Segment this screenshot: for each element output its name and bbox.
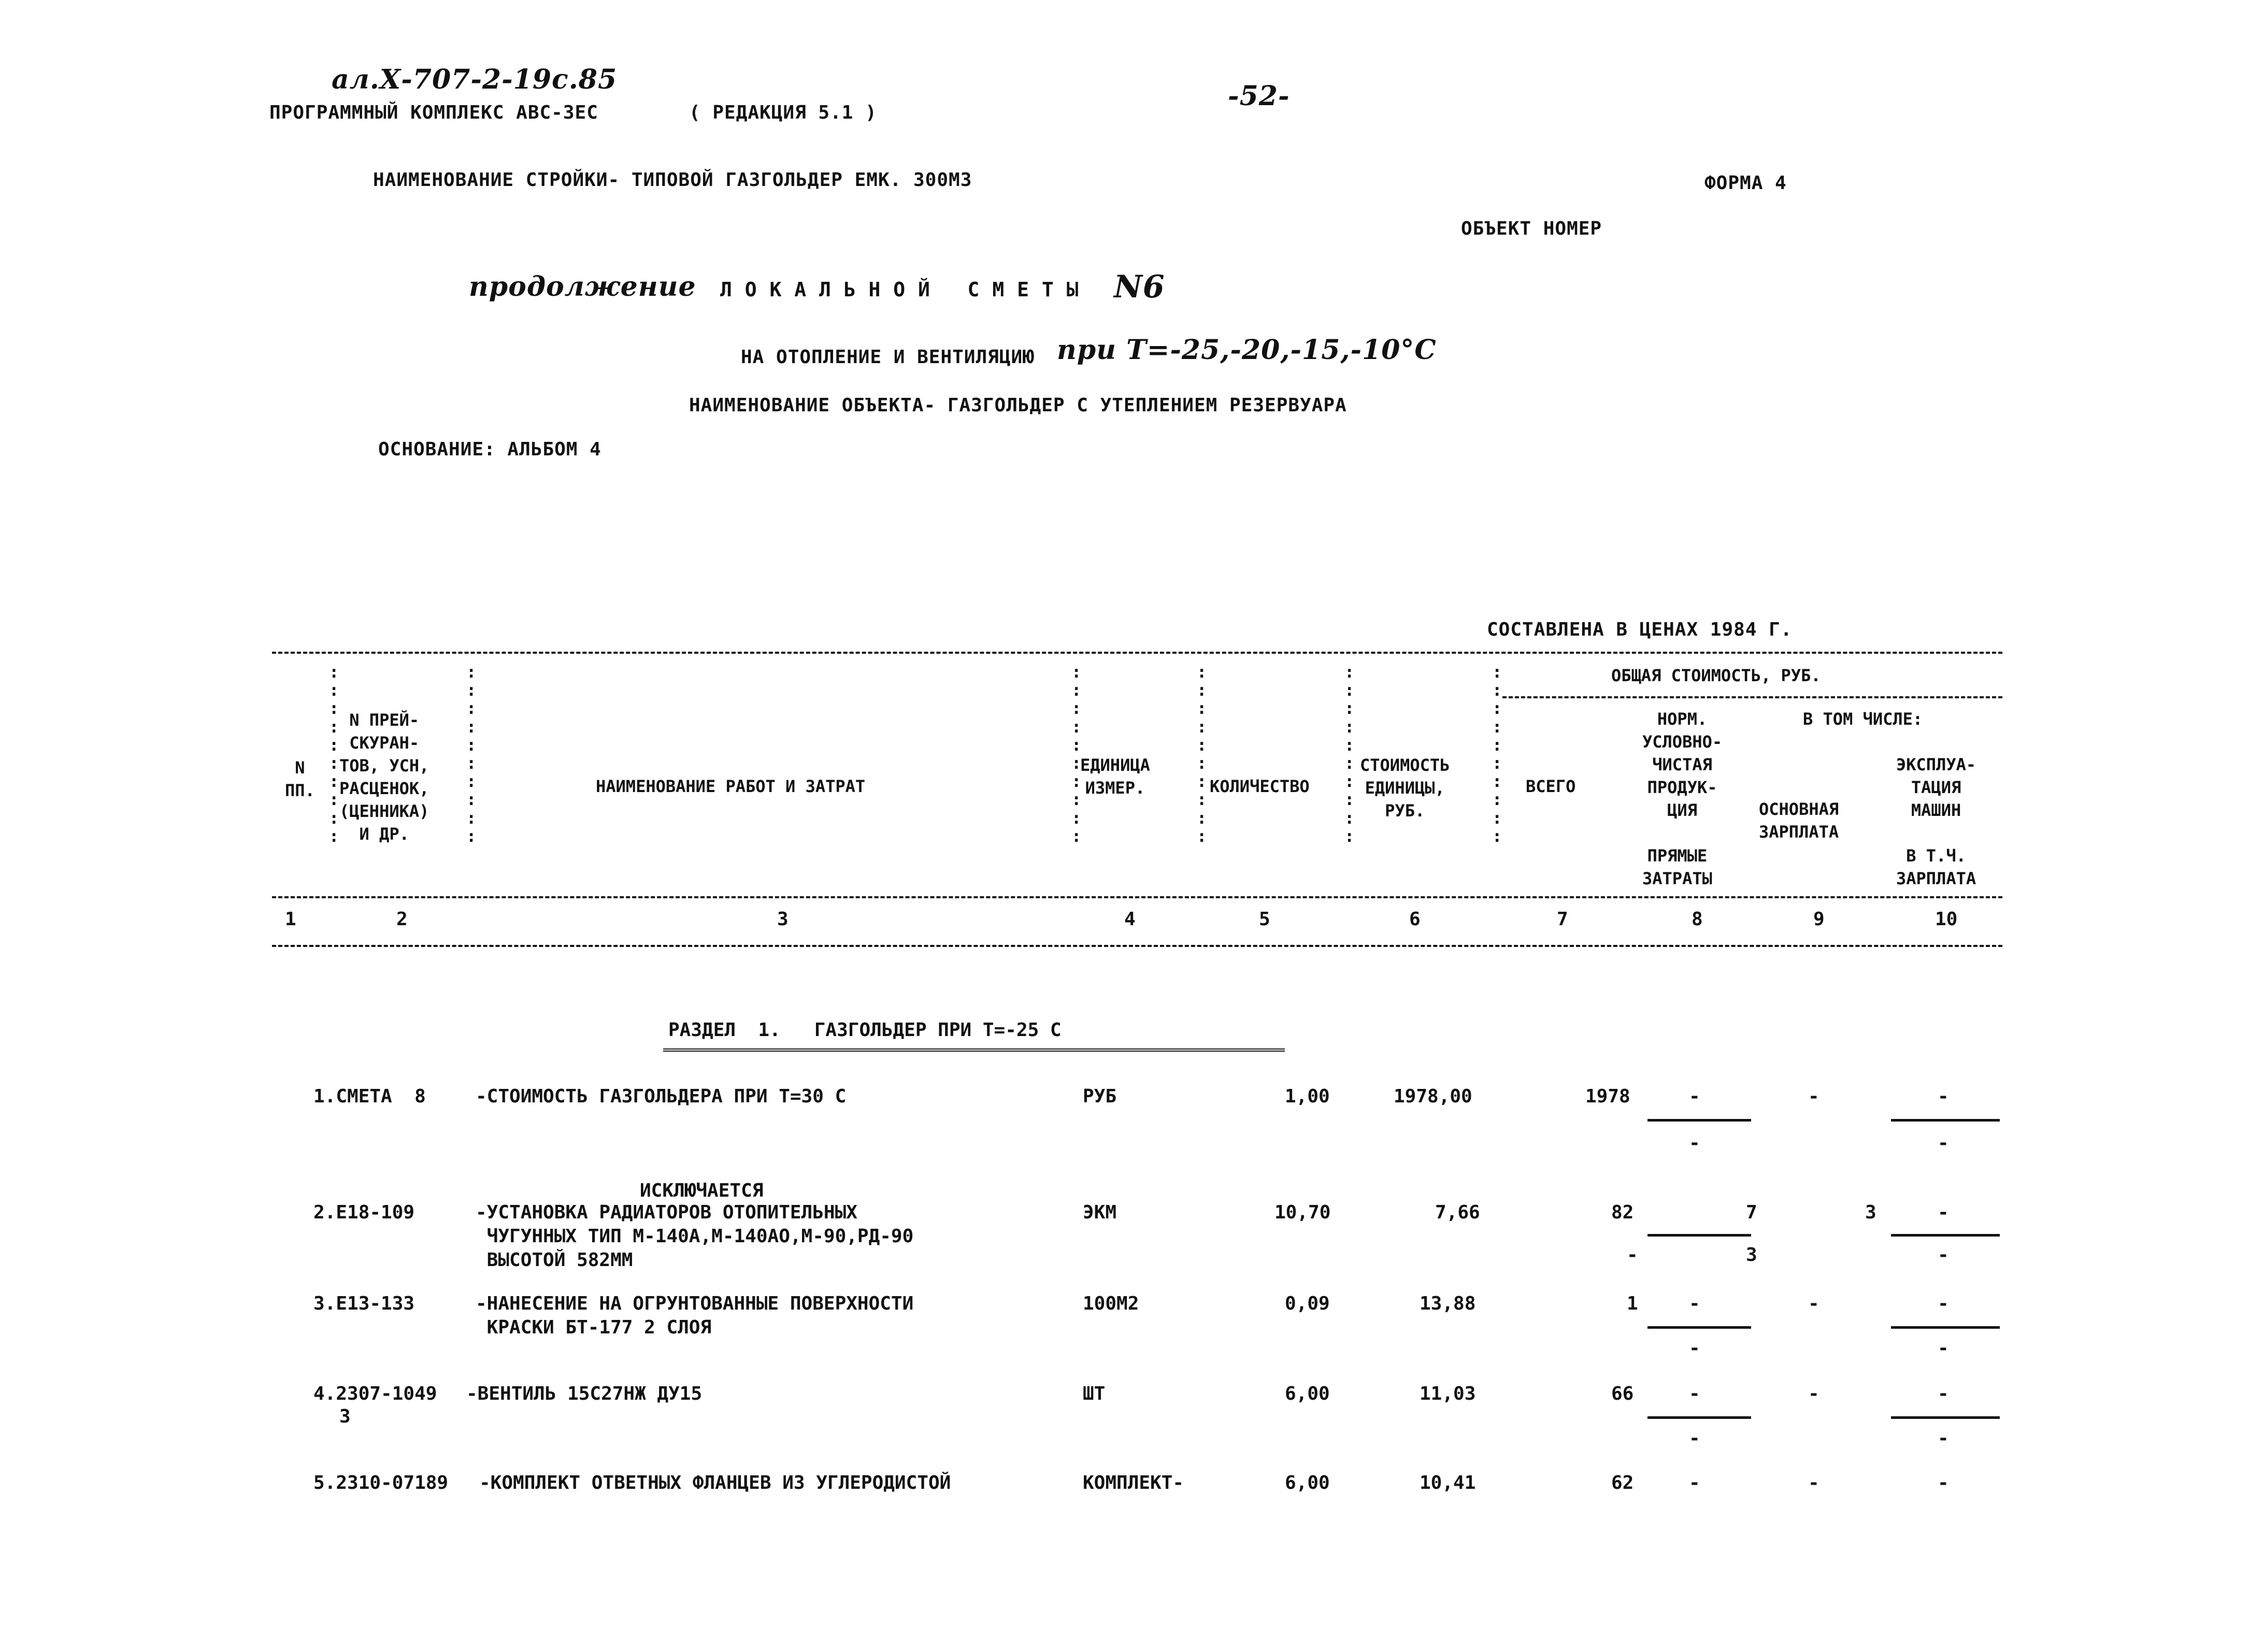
row1-c10: - bbox=[1938, 1086, 1949, 1107]
doc-reference: ал.Х-707-2-19с.85 bbox=[332, 64, 618, 95]
row4-c10-underline bbox=[1891, 1416, 2000, 1419]
row1-price: 1978,00 bbox=[1394, 1086, 1472, 1107]
row2-no: 2.Е18-109 bbox=[313, 1202, 415, 1223]
header-col7: ВСЕГО bbox=[1526, 777, 1576, 796]
row5-c9: - bbox=[1808, 1472, 1819, 1493]
object-number: ОБЪЕКТ НОМЕР bbox=[1461, 218, 1602, 239]
col-number: 4 bbox=[1124, 909, 1136, 930]
row2-note: ИСКЛЮЧАЕТСЯ bbox=[640, 1180, 764, 1201]
row3-c8-underline bbox=[1647, 1326, 1751, 1329]
row5-qty: 6,00 bbox=[1285, 1472, 1330, 1493]
total-group-rule bbox=[1502, 696, 2002, 698]
header-total-group: ОБЩАЯ СТОИМОСТЬ, РУБ. bbox=[1611, 666, 1821, 685]
row5-unit: КОМПЛЕКТ- bbox=[1083, 1472, 1184, 1493]
row2-c8: 7 bbox=[1746, 1202, 1757, 1223]
row4-no-cont: 3 bbox=[339, 1406, 351, 1427]
construction-name: НАИМЕНОВАНИЕ СТРОЙКИ- ТИПОВОЙ ГАЗГОЛЬДЕР ЕМК. 300М3 bbox=[373, 169, 972, 191]
col-numbers-bottom-rule bbox=[272, 945, 2002, 947]
row3-price: 13,88 bbox=[1420, 1293, 1476, 1314]
col-number: 10 bbox=[1935, 909, 1958, 930]
row3-c8b: - bbox=[1689, 1338, 1700, 1359]
row2-c10: - bbox=[1938, 1202, 1949, 1223]
row4-c10b: - bbox=[1938, 1428, 1949, 1449]
row2-c10-underline bbox=[1891, 1234, 2000, 1237]
row5-c8: - bbox=[1689, 1472, 1700, 1493]
row4-price: 11,03 bbox=[1420, 1383, 1476, 1404]
col-number: 9 bbox=[1813, 909, 1825, 930]
col-separator: : : : : : : : : : : bbox=[1197, 662, 1207, 846]
row4-c10: - bbox=[1938, 1383, 1949, 1404]
col-number: 7 bbox=[1557, 909, 1568, 930]
col-number: 5 bbox=[1259, 909, 1270, 930]
header-col6: СТОИМОСТЬ ЕДИНИЦЫ, РУБ. bbox=[1360, 755, 1450, 821]
row4-c8b: - bbox=[1689, 1428, 1700, 1449]
row3-name: -НАНЕСЕНИЕ НА ОГРУНТОВАННЫЕ ПОВЕРХНОСТИ КРАСКИ БТ-177 2 СЛОЯ bbox=[476, 1293, 914, 1338]
row1-qty: 1,00 bbox=[1285, 1086, 1330, 1107]
form-label: ФОРМА 4 bbox=[1704, 173, 1787, 194]
row4-c9: - bbox=[1808, 1383, 1819, 1404]
row5-no: 5.2310-07189 bbox=[313, 1472, 449, 1493]
header-col8b: ПРЯМЫЕ ЗАТРАТЫ bbox=[1642, 846, 1712, 888]
row2-total: 82 bbox=[1611, 1202, 1634, 1223]
col-number: 3 bbox=[777, 909, 789, 930]
row3-c10: - bbox=[1938, 1293, 1949, 1314]
row1-c10b: - bbox=[1938, 1132, 1949, 1154]
row4-name: -ВЕНТИЛЬ 15С27НЖ ДУ15 bbox=[466, 1383, 703, 1404]
header-including: В ТОМ ЧИСЛЕ: bbox=[1803, 709, 1923, 729]
object-name: НАИМЕНОВАНИЕ ОБЪЕКТА- ГАЗГОЛЬДЕР С УТЕПЛЕНИЕМ РЕЗЕРВУАРА bbox=[689, 395, 1347, 416]
header-col9: ОСНОВНАЯ ЗАРПЛАТА bbox=[1759, 799, 1839, 842]
col-separator: : : : : : : : : : : bbox=[1344, 662, 1355, 846]
col-number: 2 bbox=[396, 909, 408, 930]
col-number: 6 bbox=[1409, 909, 1421, 930]
purpose-handwritten: при T=-25,-20,-15,-10°C bbox=[1057, 334, 1437, 366]
row3-c9: - bbox=[1808, 1293, 1819, 1314]
header-col10: ЭКСПЛУА- ТАЦИЯ МАШИН bbox=[1896, 755, 1976, 820]
row2-c10b: - bbox=[1938, 1244, 1949, 1266]
row2-c8dash: - bbox=[1627, 1244, 1638, 1266]
row1-c8-underline bbox=[1647, 1119, 1751, 1122]
header-col8: НОРМ. УСЛОВНО- ЧИСТАЯ ПРОДУК- ЦИЯ bbox=[1642, 709, 1723, 820]
row4-no: 4.2307-1049 bbox=[313, 1383, 437, 1404]
row3-c10b: - bbox=[1938, 1338, 1949, 1359]
header-col2: N ПРЕЙ- СКУРАН- ТОВ, УСН, РАСЦЕНОК, (ЦЕННИКА) И ДР. bbox=[339, 710, 429, 844]
row3-c8: - bbox=[1689, 1293, 1700, 1314]
row1-c9: - bbox=[1808, 1086, 1819, 1107]
row3-qty: 0,09 bbox=[1285, 1293, 1330, 1314]
edition: ( РЕДАКЦИЯ 5.1 ) bbox=[689, 102, 877, 123]
row2-unit: ЭКМ bbox=[1083, 1202, 1117, 1223]
row2-c9: 3 bbox=[1865, 1202, 1876, 1223]
row2-qty: 10,70 bbox=[1274, 1202, 1331, 1223]
row5-price: 10,41 bbox=[1420, 1472, 1476, 1493]
row5-total: 62 bbox=[1611, 1472, 1634, 1493]
col-number: 1 bbox=[285, 909, 296, 930]
row3-total: 1 bbox=[1627, 1293, 1638, 1314]
row1-c10-underline bbox=[1891, 1119, 2000, 1122]
row4-qty: 6,00 bbox=[1285, 1383, 1330, 1404]
estimate-number: N6 bbox=[1114, 269, 1165, 305]
continuation-label: продолжение bbox=[469, 271, 696, 303]
col-separator: : : : : : : : : : : bbox=[329, 662, 339, 846]
basis: ОСНОВАНИЕ: АЛЬБОМ 4 bbox=[378, 439, 601, 460]
row3-unit: 100М2 bbox=[1083, 1293, 1139, 1314]
row1-unit: РУБ bbox=[1083, 1086, 1117, 1107]
page-number: -52- bbox=[1228, 80, 1290, 112]
header-bottom-rule bbox=[272, 896, 2002, 898]
col-number: 8 bbox=[1692, 909, 1703, 930]
row4-c8-underline bbox=[1647, 1416, 1751, 1419]
col-separator: : : : : : : : : : : bbox=[466, 662, 477, 846]
section-title: РАЗДЕЛ 1. ГАЗГОЛЬДЕР ПРИ Т=-25 С bbox=[668, 1019, 1062, 1041]
row4-c8: - bbox=[1689, 1383, 1700, 1404]
row2-price: 7,66 bbox=[1435, 1202, 1480, 1223]
row3-c10-underline bbox=[1891, 1326, 2000, 1329]
header-col1: N ПП. bbox=[285, 758, 315, 800]
header-col4: ЕДИНИЦА ИЗМЕР. bbox=[1080, 755, 1150, 798]
row2-c8b: 3 bbox=[1746, 1244, 1757, 1266]
header-col5: КОЛИЧЕСТВО bbox=[1210, 777, 1310, 796]
row4-total: 66 bbox=[1611, 1383, 1634, 1404]
table-top-rule bbox=[272, 652, 2002, 654]
section-underline bbox=[663, 1048, 1285, 1052]
row5-c10: - bbox=[1938, 1472, 1949, 1493]
col-separator: : : : : : : : : : : bbox=[1071, 662, 1082, 846]
row1-c8: - bbox=[1689, 1086, 1700, 1107]
purpose-printed: НА ОТОПЛЕНИЕ И ВЕНТИЛЯЦИЮ bbox=[741, 347, 1035, 368]
estimate-title: Л О К А Л Ь Н О Й С М Е Т Ы bbox=[720, 278, 1079, 301]
row2-c8-underline bbox=[1647, 1234, 1751, 1237]
col-separator: : : : : : : : : : : bbox=[1492, 662, 1502, 846]
prices-note: СОСТАВЛЕНА В ЦЕНАХ 1984 Г. bbox=[1487, 619, 1793, 640]
header-col10b: В Т.Ч. ЗАРПЛАТА bbox=[1896, 846, 1976, 888]
header-col3: НАИМЕНОВАНИЕ РАБОТ И ЗАТРАТ bbox=[596, 777, 866, 796]
program-name: ПРОГРАММНЫЙ КОМПЛЕКС АВС-3ЕС bbox=[269, 102, 598, 123]
row1-name: -СТОИМОСТЬ ГАЗГОЛЬДЕРА ПРИ Т=30 С bbox=[476, 1086, 847, 1107]
row4-unit: ШТ bbox=[1083, 1383, 1106, 1404]
row1-no: 1.СМЕТА 8 bbox=[313, 1086, 426, 1107]
row1-c8b: - bbox=[1689, 1132, 1700, 1154]
row2-name: -УСТАНОВКА РАДИАТОРОВ ОТОПИТЕЛЬНЫХ ЧУГУННЫХ ТИП М-140А,М-140АО,М-90,РД-90 ВЫСОТОЙ 582ММ bbox=[476, 1202, 914, 1271]
row1-total: 1978 bbox=[1585, 1086, 1630, 1107]
row3-no: 3.Е13-133 bbox=[313, 1293, 415, 1314]
row5-name: -КОМПЛЕКТ ОТВЕТНЫХ ФЛАНЦЕВ ИЗ УГЛЕРОДИСТОЙ bbox=[479, 1472, 951, 1493]
